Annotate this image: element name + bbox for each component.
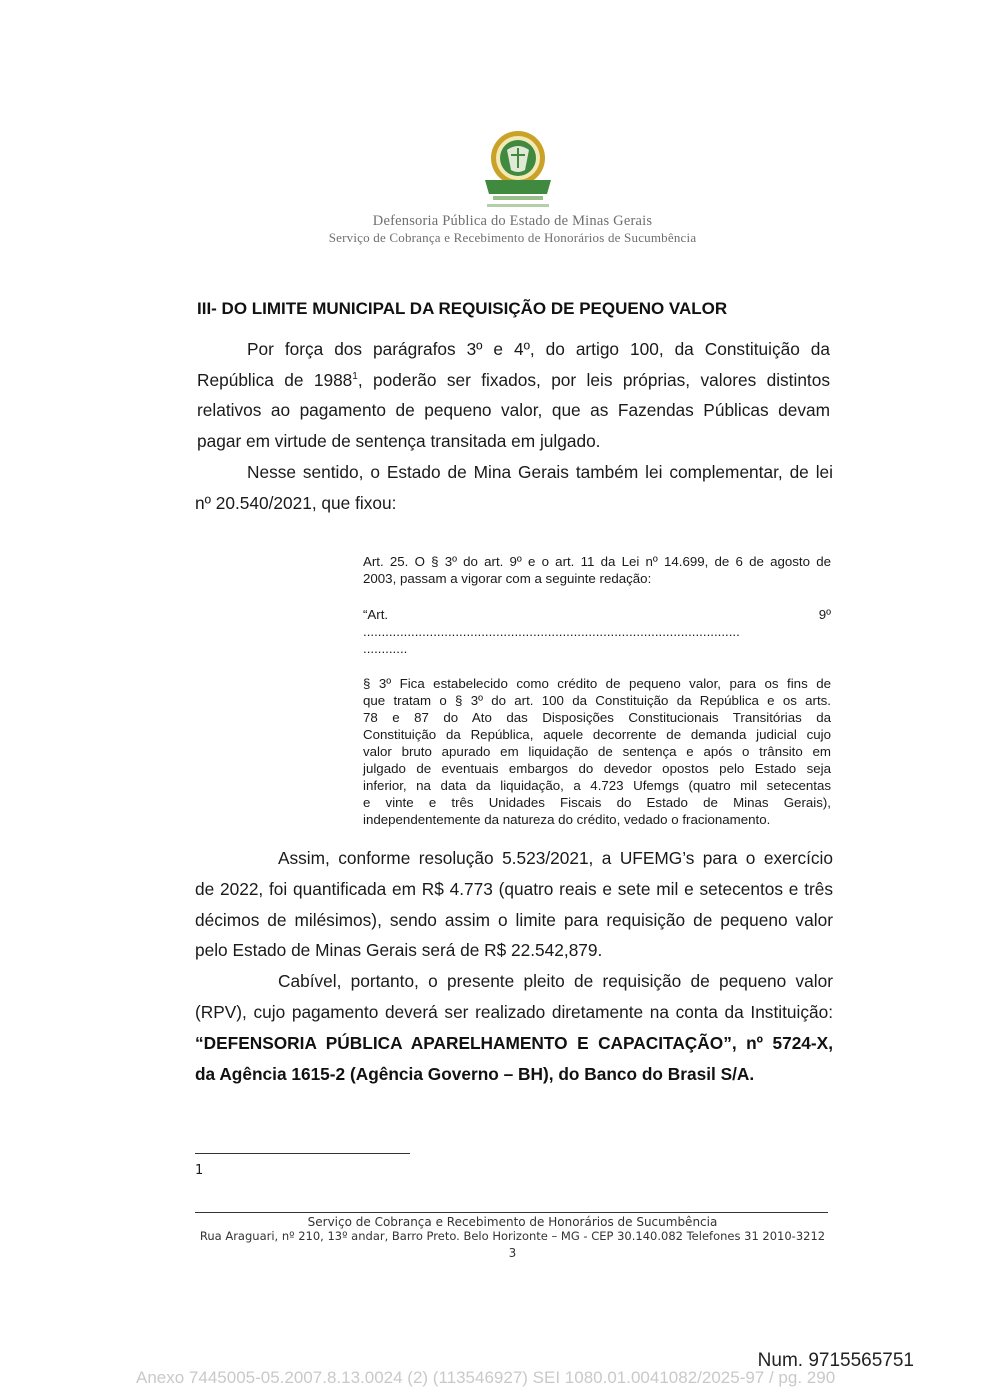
p4-line-1: Cabível, portanto, o presente pleito de requisição de pequeno valor [278,971,833,991]
annex-id-stamp: Anexo 7445005-05.2007.8.13.0024 (2) (113546927) SEI 1080.01.0041082/2025-97 / pg. 290 [136,1368,836,1387]
p2-line-2: nº 20.540/2021, que fixou: [195,493,397,513]
section-title: III- DO LIMITE MUNICIPAL DA REQUISIÇÃO DE PEQUENO VALOR [197,299,728,318]
p1-line-1: Por força dos parágrafos 3º e 4º, do artigo 100, da Constituição da [247,339,830,359]
p4-line-2: (RPV), cujo pagamento deverá ser realizado diretamente na conta da Instituição: [195,1002,833,1022]
p3-line-2: de 2022, foi quantificada em R$ 4.773 (quatro reais e sete mil e setecentos e três [195,879,833,899]
footer-service: Serviço de Cobrança e Recebimento de Honorários de Sucumbência [307,1215,718,1229]
p3-line-1: Assim, conforme resolução 5.523/2021, a UFEMG’s para o exercício [278,848,833,868]
defensoria-seal-logo [473,130,563,215]
footnote-ref: 1 [352,371,358,383]
footer-address: Rua Araguari, nº 210, 13º andar, Barro Preto. Belo Horizonte – MG - CEP 30.140.082 Telefones 31 2010-3212 [199,1229,826,1243]
quote-line-2: 2003, passam a vigorar com a seguinte redação: [363,571,652,586]
quote-section-line-2: que tratam o § 3º do art. 100 da Constituição da República e os arts. [363,693,831,708]
footnote-number: 1 [195,1163,204,1178]
p3-line-4: pelo Estado de Minas Gerais será de R$ 22.542,879. [195,940,603,960]
quote-dots-2: ............ [363,641,408,656]
quote-section-line-8: e vinte e três Unidades Fiscais do Estado de Minas Gerais), [363,795,831,810]
quote-section-line-6: julgado de eventuais embargos do devedor opostos pelo Estado seja [363,761,831,776]
quote-art-label: “Art. [363,607,389,622]
p1-line-2a: República de 1988 [197,370,353,390]
quote-section-line-7: inferior, na data da liquidação, a 4.723 Ufemgs (quatro mil setecentas [363,778,831,793]
page-number: 3 [508,1246,517,1260]
p4-line-4-bank: da Agência 1615-2 (Agência Governo – BH), do Banco do Brasil S/A. [195,1064,755,1084]
p3-line-3: décimos de milésimos), sendo assim o limite para requisição de pequeno valor [195,910,833,930]
quote-art-number: 9º [818,607,831,622]
org-subtitle: Serviço de Cobrança e Recebimento de Honorários de Sucumbência [328,230,697,245]
quote-section-line-5: valor bruto apurado em liquidação de sentença e após o trânsito em [363,744,831,759]
p1-line-3: relativos ao pagamento de pequeno valor, que as Fazendas Públicas devam [197,400,830,420]
footer-divider [195,1212,828,1213]
p4-line-3-account: “DEFENSORIA PÚBLICA APARELHAMENTO E CAPACITAÇÃO”, nº 5724-X, [195,1033,833,1053]
quote-section-line-4: Constituição da República, aquele decorrente de demanda judicial cujo [363,727,831,742]
quote-line-1: Art. 25. O § 3º do art. 9º e o art. 11 da Lei nº 14.699, de 6 de agosto de [363,554,831,569]
p2-line-1: Nesse sentido, o Estado de Mina Gerais também lei complementar, de lei [247,462,833,482]
p1-line-2 [197,370,830,391]
footnote-divider [195,1153,410,1154]
quote-dots-1: ...................................................................................................... [363,624,740,639]
org-name: Defensoria Pública do Estado de Minas Gerais [372,213,653,229]
quote-section-line-3: 78 e 87 do Ato das Disposições Constitucionais Transitórias da [363,710,831,725]
quote-section-line-1: § 3º Fica estabelecido como crédito de pequeno valor, para os fins de [363,676,831,691]
p1-line-4: pagar em virtude de sentença transitada em julgado. [197,431,601,451]
p1-line-2b: , poderão ser fixados, por leis próprias, valores distintos [357,370,830,390]
quote-section-line-9: independentemente da natureza do crédito, vedado o fracionamento. [363,812,771,827]
document-number-stamp: Num. 9715565751 [757,1350,914,1371]
